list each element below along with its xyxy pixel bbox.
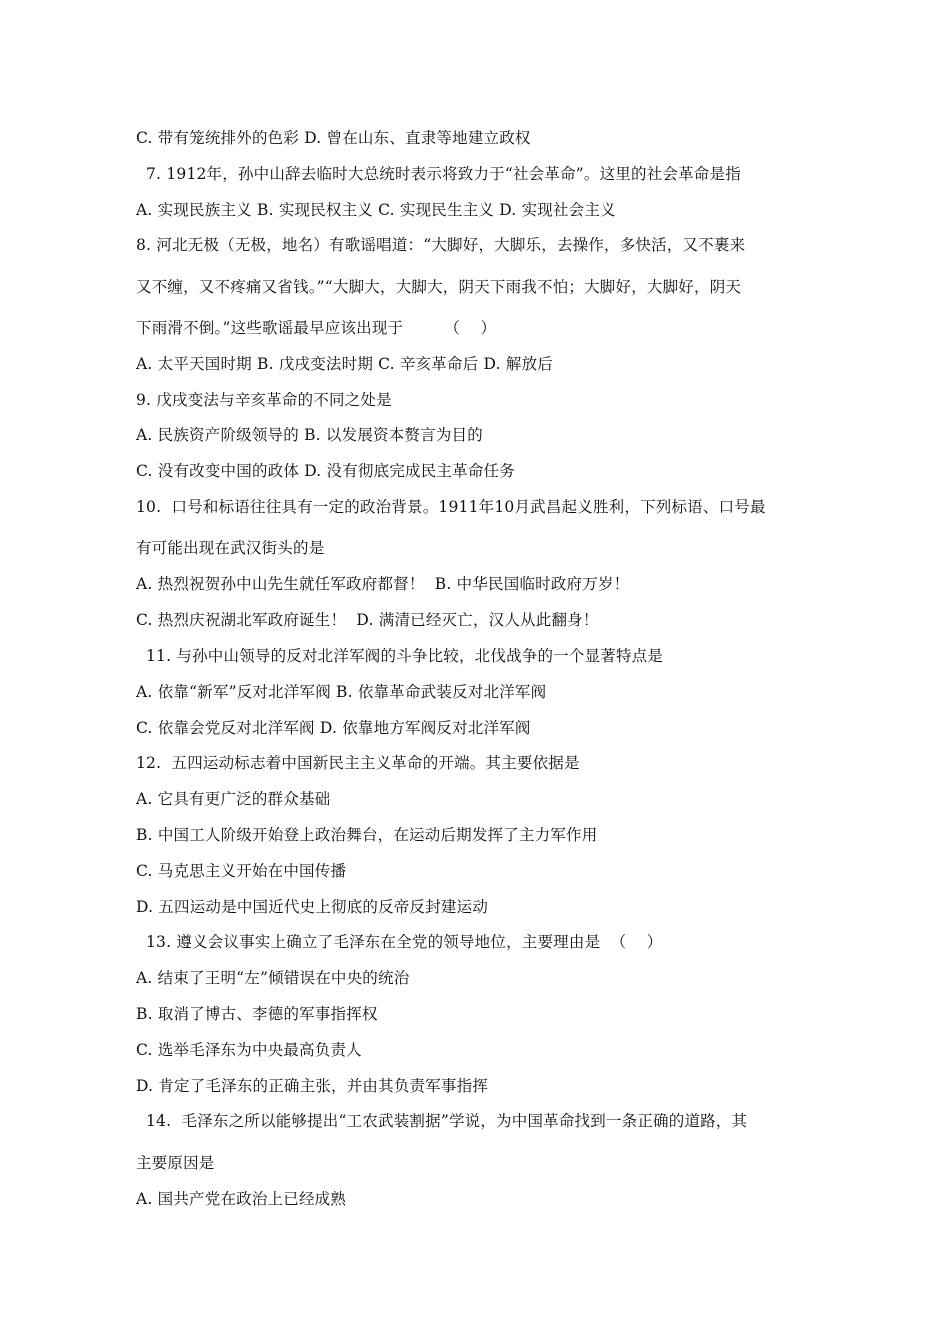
option-line: C. 带有笼统排外的色彩 D. 曾在山东、直隶等地建立政权 bbox=[136, 129, 531, 147]
option-line: C. 热烈庆祝湖北军政府诞生！ D. 满清已经灭亡，汉人从此翻身！ bbox=[136, 611, 599, 629]
option-line: A. 实现民族主义 B. 实现民权主义 C. 实现民生主义 D. 实现社会主义 bbox=[136, 201, 616, 219]
option-line: C. 依靠会党反对北洋军阀 D. 依靠地方军阀反对北洋军阀 bbox=[136, 719, 531, 737]
question-text: 下雨滑不倒。”这些歌谣最早应该出现于 （ ） bbox=[136, 319, 497, 337]
question-9: 9. 戊戌变法与辛亥革命的不同之处是 bbox=[136, 391, 392, 409]
option-line: C. 马克思主义开始在中国传播 bbox=[136, 862, 347, 880]
question-text: 主要原因是 bbox=[136, 1154, 215, 1172]
option-line: A. 太平天国时期 B. 戊戌变法时期 C. 辛亥革命后 D. 解放后 bbox=[136, 355, 553, 373]
option-line: B. 中国工人阶级开始登上政治舞台，在运动后期发挥了主力军作用 bbox=[136, 826, 598, 844]
option-line: A. 它具有更广泛的群众基础 bbox=[136, 790, 331, 808]
question-13: 13. 遵义会议事实上确立了毛泽东在全党的领导地位，主要理由是 （ ） bbox=[146, 933, 663, 951]
question-11: 11. 与孙中山领导的反对北洋军阀的斗争比较，北伐战争的一个显著特点是 bbox=[146, 647, 664, 665]
question-text: 又不缠，又不疼痛又省钱。”“大脚大，大脚大，阴天下雨我不怕；大脚好，大脚好，阴天 bbox=[136, 278, 742, 296]
question-8: 8. 河北无极（无极，地名）有歌谣唱道：“大脚好，大脚乐，去操作，多快活，又不裹来 bbox=[136, 236, 746, 254]
option-line: D. 五四运动是中国近代史上彻底的反帝反封建运动 bbox=[136, 898, 489, 916]
option-line: A. 国共产党在政治上已经成熟 bbox=[136, 1190, 347, 1208]
question-12: 12. 五四运动标志着中国新民主主义革命的开端。其主要依据是 bbox=[136, 754, 580, 772]
option-line: A. 结束了王明“左”倾错误在中央的统治 bbox=[136, 969, 410, 987]
question-14: 14. 毛泽东之所以能够提出“工农武装割据”学说，为中国革命找到一条正确的道路，其 bbox=[146, 1112, 748, 1130]
option-line: A. 热烈祝贺孙中山先生就任军政府都督！ B. 中华民国临时政府万岁！ bbox=[136, 575, 630, 593]
option-line: A. 民族资产阶级领导的 B. 以发展资本赘言为目的 bbox=[136, 426, 483, 444]
option-line: C. 选举毛泽东为中央最高负责人 bbox=[136, 1041, 362, 1059]
option-line: B. 取消了博古、李德的军事指挥权 bbox=[136, 1005, 378, 1023]
option-line: A. 依靠“新军”反对北洋军阀 B. 依靠革命武装反对北洋军阀 bbox=[136, 683, 547, 701]
option-line: C. 没有改变中国的政体 D. 没有彻底完成民主革命任务 bbox=[136, 462, 515, 480]
question-7: 7. 1912年，孙中山辞去临时大总统时表示将致力于“社会革命”。这里的社会革命是指 bbox=[146, 165, 741, 183]
option-line: D. 肯定了毛泽东的正确主张，并由其负责军事指挥 bbox=[136, 1077, 489, 1095]
question-10: 10. 口号和标语往往具有一定的政治背景。1911年10月武昌起义胜利，下列标语、口号最 bbox=[136, 498, 766, 516]
question-text: 有可能出现在武汉街头的是 bbox=[136, 539, 325, 557]
